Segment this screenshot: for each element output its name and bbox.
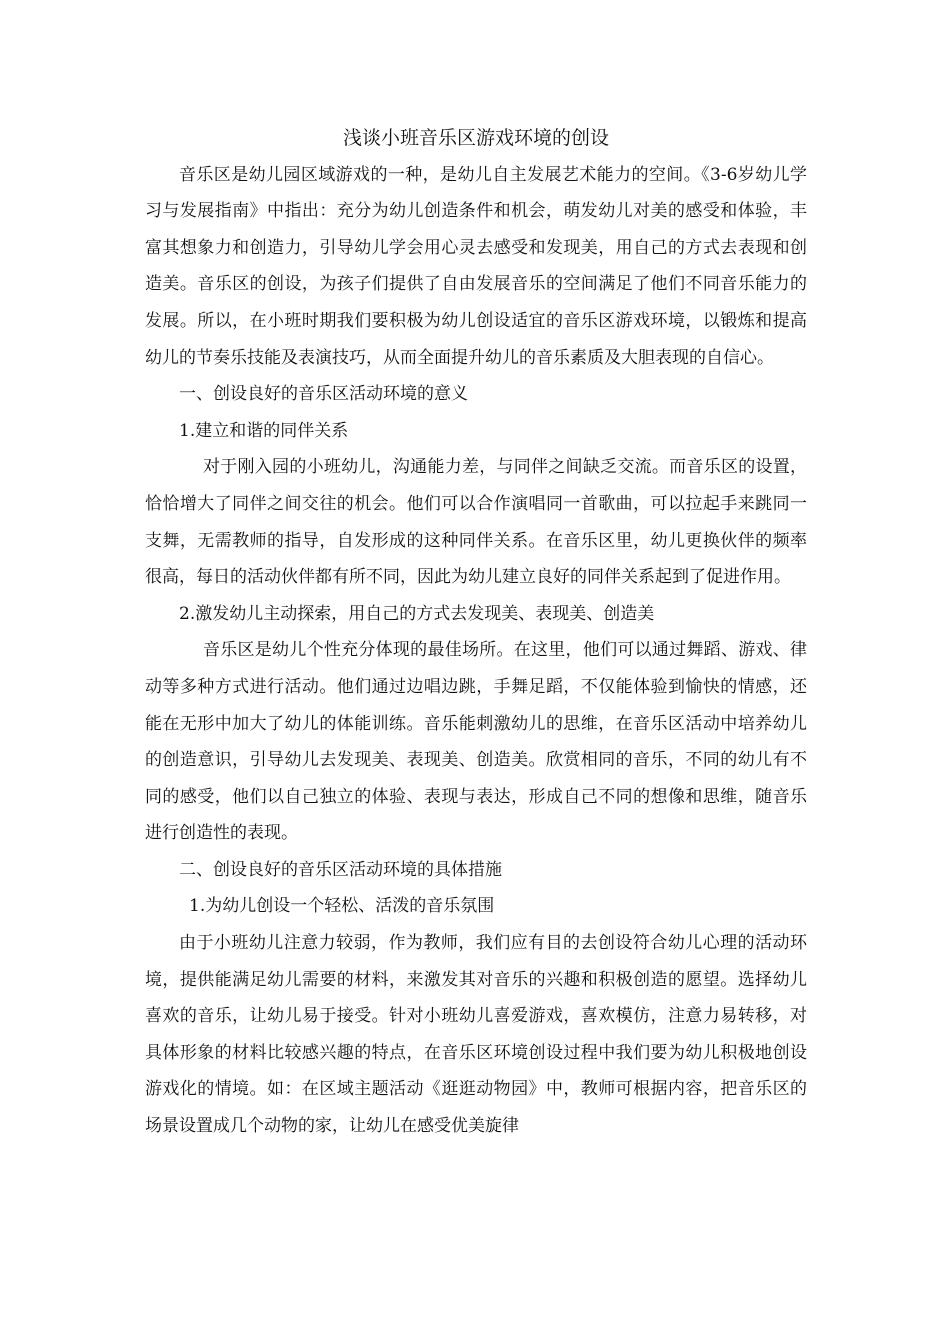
document-title: 浅谈小班音乐区游戏环境的创设 <box>342 127 609 149</box>
section-1-sub-2-body: 音乐区是幼儿个性充分体现的最佳场所。在这里，他们可以通过舞蹈、游戏、律动等多种方式进行活动。他们通过边唱边跳，手舞足蹈，不仅能体验到愉快的情感，还能在无形中加大了幼儿的体能训练。音乐能刺激幼儿的思维，在音乐区活动中培养幼儿的创造意识，引导幼儿去发现美、表现美、创造美。欣赏相同的音乐，不同的幼儿有不同的感受，他们以自己独立的体验、表现与表达，形成自己不同的想像和思维，随音乐进行创造性的表现。 <box>145 640 807 844</box>
section-1-sub-2-heading: 2.激发幼儿主动探索，用自己的方式去发现美、表现美、创造美 <box>179 603 655 624</box>
section-1-heading: 一、创设良好的音乐区活动环境的意义 <box>179 384 468 405</box>
section-2-sub-1-body: 由于小班幼儿注意力较弱，作为教师，我们应有目的去创设符合幼儿心理的活动环境，提供能满足幼儿需要的材料，来激发其对音乐的兴趣和积极创造的愿望。选择幼儿喜欢的音乐，让幼儿易于接受。针对小班幼儿喜爱游戏，喜欢模仿，注意力易转移，对具体形象的材料比较感兴趣的特点，在音乐区环境创设过程中我们要为幼儿积极地创设游戏化的情境。如：在区域主题活动《逛逛动物园》中，教师可根据内容，把音乐区的场景设置成几个动物的家，让幼儿在感受优美旋律 <box>145 933 807 1137</box>
section-2-heading: 二、创设良好的音乐区活动环境的具体措施 <box>179 859 502 880</box>
section-1-sub-1-heading: 1.建立和谐的同伴关系 <box>179 420 349 441</box>
section-2-sub-1-heading: 1.为幼儿创设一个轻松、活泼的音乐氛围 <box>189 896 495 917</box>
intro-paragraph: 音乐区是幼儿园区域游戏的一种，是幼儿自主发展艺术能力的空间。《3-6岁幼儿学习与发展指南》中指出：充分为幼儿创造条件和机会，萌发幼儿对美的感受和体验，丰富其想象力和创造力，引导幼儿学会用心灵去感受和发现美，用自己的方式去表现和创造美。音乐区的创设，为孩子们提供了自由发展音乐的空间满足了他们不同音乐能力的发展。所以，在小班时期我们要积极为幼儿创设适宜的音乐区游戏环境，以锻炼和提高幼儿的节奏乐技能及表演技巧，从而全面提升幼儿的音乐素质及大胆表现的自信心。 <box>145 164 807 368</box>
document-page <box>145 120 807 1145</box>
section-1-sub-1-body: 对于刚入园的小班幼儿，沟通能力差，与同伴之间缺乏交流。而音乐区的设置，恰恰增大了同伴之间交往的机会。他们可以合作演唱同一首歌曲，可以拉起手来跳同一支舞，无需教师的指导，自发形成的这种同伴关系。在音乐区里，幼儿更换伙伴的频率很高，每日的活动伙伴都有所不同，因此为幼儿建立良好的同伴关系起到了促进作用。 <box>145 457 807 588</box>
